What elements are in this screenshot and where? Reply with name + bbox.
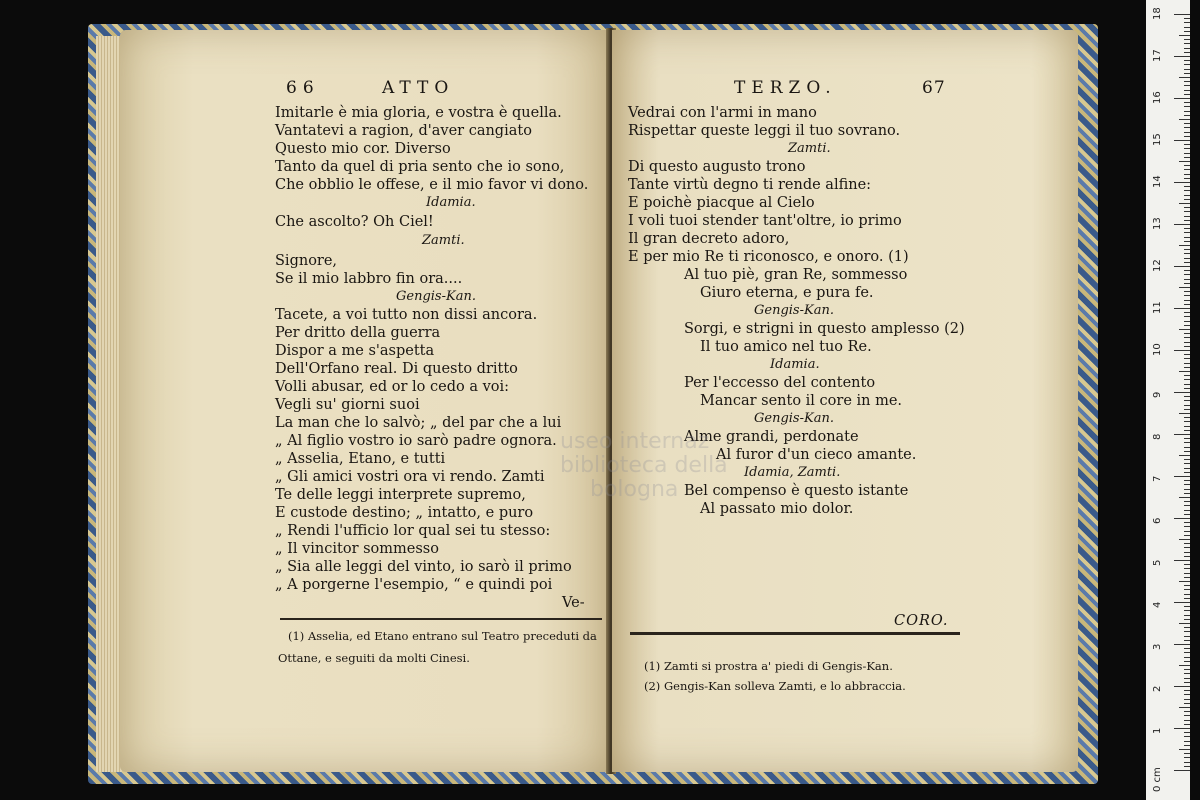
ruler-tick [1184, 577, 1190, 578]
ruler-number: 15 [1152, 133, 1163, 146]
ruler-tick [1184, 589, 1190, 590]
ruler-tick [1184, 409, 1190, 410]
text-line: Te delle leggi interprete supremo, [275, 487, 526, 503]
ruler-tick [1179, 707, 1190, 708]
text-line: Al tuo piè, gran Re, sommesso [684, 267, 908, 283]
ruler-tick [1174, 770, 1190, 771]
text-line: Mancar sento il core in me. [700, 393, 903, 409]
text-line: „ Il vincitor sommesso [275, 541, 439, 557]
ruler-tick [1184, 73, 1190, 74]
ruler-tick [1174, 602, 1190, 603]
ruler-tick [1184, 43, 1190, 44]
ruler-tick [1174, 308, 1190, 309]
ruler-tick [1184, 673, 1190, 674]
text-line: Giuro eterna, e pura fe. [700, 285, 874, 301]
ruler-tick [1184, 367, 1190, 368]
ruler-tick [1174, 686, 1190, 687]
ruler-tick [1184, 468, 1190, 469]
text-line: Che obblio le offese, e il mio favor vi dono. [275, 177, 589, 193]
footnote-rule [630, 632, 960, 635]
ruler-tick [1184, 262, 1190, 263]
ruler-number: 18 [1152, 7, 1163, 20]
text-line: „ Rendi l'ufficio lor qual sei tu stesso: [275, 523, 551, 539]
ruler-tick [1184, 405, 1190, 406]
ruler-tick [1184, 69, 1190, 70]
ruler-tick [1184, 60, 1190, 61]
right-page [612, 30, 1078, 772]
ruler-tick [1184, 342, 1190, 343]
ruler-tick [1184, 300, 1190, 301]
watermark-line: biblioteca della [560, 453, 728, 478]
ruler-number: 11 [1152, 301, 1163, 314]
text-line: Al passato mio dolor. [700, 501, 854, 517]
ruler-tick [1184, 232, 1190, 233]
ruler-tick [1184, 745, 1190, 746]
ruler-tick [1184, 757, 1190, 758]
left-page-number: 66 [286, 78, 320, 98]
ruler-tick [1184, 472, 1190, 473]
ruler-tick [1184, 291, 1190, 292]
ruler-tick [1184, 552, 1190, 553]
ruler-tick [1174, 140, 1190, 141]
ruler-tick [1179, 539, 1190, 540]
ruler-tick [1184, 522, 1190, 523]
speaker-label: Idamia. [426, 195, 476, 210]
ruler-unit: 0 cm [1152, 767, 1163, 792]
ruler-tick [1184, 724, 1190, 725]
left-page-header: ATTO [382, 78, 455, 98]
ruler-tick [1184, 102, 1190, 103]
ruler-tick [1179, 203, 1190, 204]
ruler-tick [1184, 253, 1190, 254]
text-line: „ Sia alle leggi del vinto, io sarò il primo [275, 559, 572, 575]
text-line: Vegli su' giorni suoi [275, 397, 420, 413]
ruler-tick [1184, 136, 1190, 137]
speaker-label: Idamia, Zamti. [744, 465, 841, 480]
text-line: Vantatevi a ragion, d'aver cangiato [275, 123, 532, 139]
ruler-tick [1184, 241, 1190, 242]
ruler-tick [1184, 279, 1190, 280]
ruler-tick [1184, 766, 1190, 767]
text-line: Volli abusar, ed or lo cedo a voi: [275, 379, 510, 395]
speaker-label: Gengis-Kan. [754, 303, 834, 318]
ruler-tick [1184, 186, 1190, 187]
ruler-tick [1184, 148, 1190, 149]
page-edges [96, 36, 122, 772]
ruler-tick [1184, 547, 1190, 548]
ruler-number: 7 [1152, 475, 1163, 482]
ruler-tick [1184, 442, 1190, 443]
speaker-label: Gengis-Kan. [754, 411, 834, 426]
text-line: Se il mio labbro fin ora.... [275, 271, 463, 287]
ruler-tick [1184, 283, 1190, 284]
text-line: Tacete, a voi tutto non dissi ancora. [275, 307, 538, 323]
ruler-tick [1184, 606, 1190, 607]
text-line: Sorgi, e strigni in questo amplesso (2) [684, 321, 965, 337]
ruler-tick [1184, 358, 1190, 359]
text-line: E per mio Re ti riconosco, e onoro. (1) [628, 249, 909, 265]
ruler-tick [1184, 526, 1190, 527]
ruler-tick [1184, 85, 1190, 86]
text-line: Il gran decreto adoro, [628, 231, 790, 247]
ruler-tick [1184, 207, 1190, 208]
ruler-tick [1174, 560, 1190, 561]
ruler-tick [1184, 115, 1190, 116]
ruler-tick [1184, 400, 1190, 401]
text-line: Per l'eccesso del contento [684, 375, 876, 391]
ruler-tick [1184, 258, 1190, 259]
ruler-tick [1184, 18, 1190, 19]
ruler-tick [1184, 480, 1190, 481]
ruler-tick [1184, 396, 1190, 397]
text-line: Vedrai con l'armi in mano [628, 105, 817, 121]
watermark-line: bologna [590, 477, 679, 502]
text-line: „ Asselia, Etano, e tutti [275, 451, 446, 467]
ruler-tick [1184, 543, 1190, 544]
ruler-tick [1184, 694, 1190, 695]
ruler-tick [1184, 699, 1190, 700]
ruler-tick [1179, 749, 1190, 750]
catchword: CORO. [894, 613, 949, 629]
catchword: Ve- [562, 595, 585, 611]
ruler-tick [1184, 514, 1190, 515]
ruler-tick [1179, 581, 1190, 582]
ruler-tick [1184, 657, 1190, 658]
ruler-tick [1179, 371, 1190, 372]
ruler-tick [1184, 463, 1190, 464]
ruler-tick [1184, 153, 1190, 154]
ruler-tick [1184, 493, 1190, 494]
text-line: Dispor a me s'aspetta [275, 343, 435, 359]
ruler-tick [1179, 287, 1190, 288]
watermark-line: useo internaz [560, 429, 710, 454]
ruler-tick [1184, 52, 1190, 53]
ruler-tick [1179, 119, 1190, 120]
ruler-tick [1174, 476, 1190, 477]
ruler-tick [1179, 413, 1190, 414]
text-line: Di questo augusto trono [628, 159, 806, 175]
text-line: Alme grandi, perdonate [684, 429, 859, 445]
text-line: Rispettar queste leggi il tuo sovrano. [628, 123, 901, 139]
ruler-tick [1174, 350, 1190, 351]
ruler-tick [1184, 237, 1190, 238]
ruler-tick [1184, 690, 1190, 691]
ruler-tick [1174, 728, 1190, 729]
ruler-tick [1184, 388, 1190, 389]
ruler-tick [1184, 426, 1190, 427]
text-line: Che ascolto? Oh Ciel! [275, 214, 434, 230]
ruler-tick [1184, 640, 1190, 641]
ruler-tick [1184, 337, 1190, 338]
ruler-tick [1184, 619, 1190, 620]
ruler-tick [1184, 90, 1190, 91]
ruler-tick [1174, 434, 1190, 435]
ruler-tick [1184, 106, 1190, 107]
right-page-header: TERZO. [734, 78, 837, 98]
text-line: Bel compenso è questo istante [684, 483, 909, 499]
text-line: Questo mio cor. Diverso [275, 141, 451, 157]
ruler-tick [1184, 762, 1190, 763]
ruler-tick [1174, 56, 1190, 57]
ruler-tick [1184, 447, 1190, 448]
ruler-tick [1174, 182, 1190, 183]
watermark [560, 430, 728, 502]
ruler-tick [1174, 98, 1190, 99]
ruler-number: 1 [1152, 727, 1163, 734]
text-line: Al furor d'un cieco amante. [716, 447, 917, 463]
ruler-tick [1184, 195, 1190, 196]
ruler-tick [1184, 123, 1190, 124]
text-line: „ A porgerne l'esempio, “ e quindi poi [275, 577, 553, 593]
ruler-tick [1184, 610, 1190, 611]
ruler-tick [1174, 644, 1190, 645]
ruler-tick [1184, 363, 1190, 364]
footnote-rule [280, 618, 602, 620]
ruler-number: 2 [1152, 685, 1163, 692]
ruler-tick [1184, 531, 1190, 532]
ruler-tick [1184, 199, 1190, 200]
ruler-tick [1179, 623, 1190, 624]
text-line: Per dritto della guerra [275, 325, 441, 341]
ruler-tick [1184, 585, 1190, 586]
ruler-number: 9 [1152, 391, 1163, 398]
ruler-tick [1174, 224, 1190, 225]
ruler-tick [1179, 161, 1190, 162]
ruler-tick [1184, 144, 1190, 145]
ruler-tick [1174, 518, 1190, 519]
footnote: (1) Asselia, ed Etano entrano sul Teatro preceduti da [288, 629, 597, 643]
ruler-tick [1184, 648, 1190, 649]
ruler-tick [1184, 31, 1190, 32]
ruler-tick [1184, 732, 1190, 733]
ruler-tick [1184, 505, 1190, 506]
ruler-tick [1184, 249, 1190, 250]
ruler-number: 16 [1152, 91, 1163, 104]
ruler-tick [1184, 682, 1190, 683]
speaker-label: Gengis-Kan. [396, 289, 476, 304]
ruler-tick [1184, 501, 1190, 502]
text-line: Signore, [275, 253, 338, 269]
text-line: Imitarle è mia gloria, e vostra è quella. [275, 105, 562, 121]
ruler-tick [1184, 594, 1190, 595]
footnote: (2) Gengis-Kan solleva Zamti, e lo abbraccia. [644, 679, 906, 693]
footnote: (1) Zamti si prostra a' piedi di Gengis-Kan. [644, 659, 893, 673]
footnote: Ottane, e seguiti da molti Cinesi. [278, 651, 470, 665]
ruler-tick [1184, 459, 1190, 460]
ruler-tick [1174, 266, 1190, 267]
ruler-tick [1179, 77, 1190, 78]
ruler-tick [1184, 316, 1190, 317]
measurement-ruler [1146, 0, 1190, 800]
text-line: La man che lo salvò; „ del par che a lui [275, 415, 562, 431]
ruler-tick [1184, 304, 1190, 305]
ruler-tick [1184, 669, 1190, 670]
text-line: „ Al figlio vostro io sarò padre ognora. [275, 433, 557, 449]
ruler-tick [1184, 321, 1190, 322]
ruler-number: 10 [1152, 343, 1163, 356]
ruler-tick [1184, 174, 1190, 175]
ruler-tick [1184, 270, 1190, 271]
ruler-tick [1184, 573, 1190, 574]
ruler-tick [1184, 736, 1190, 737]
ruler-tick [1179, 497, 1190, 498]
ruler-tick [1179, 455, 1190, 456]
speaker-label: Idamia. [770, 357, 820, 372]
ruler-tick [1184, 510, 1190, 511]
ruler-tick [1184, 39, 1190, 40]
ruler-tick [1184, 615, 1190, 616]
ruler-tick [1184, 636, 1190, 637]
text-line: Dell'Orfano real. Di questo dritto [275, 361, 518, 377]
ruler-tick [1184, 564, 1190, 565]
ruler-tick [1184, 354, 1190, 355]
ruler-tick [1184, 312, 1190, 313]
ruler-tick [1184, 535, 1190, 536]
text-line: Il tuo amico nel tuo Re. [700, 339, 872, 355]
text-line: E poichè piacque al Cielo [628, 195, 815, 211]
ruler-tick [1184, 753, 1190, 754]
text-line: Tante virtù degno ti rende alfine: [628, 177, 872, 193]
ruler-tick [1184, 157, 1190, 158]
ruler-tick [1184, 216, 1190, 217]
ruler-tick [1184, 127, 1190, 128]
ruler-tick [1184, 165, 1190, 166]
ruler-tick [1184, 132, 1190, 133]
ruler-tick [1184, 81, 1190, 82]
ruler-tick [1184, 631, 1190, 632]
ruler-tick [1184, 451, 1190, 452]
ruler-tick [1184, 48, 1190, 49]
ruler-number: 4 [1152, 601, 1163, 608]
ruler-tick [1184, 430, 1190, 431]
ruler-tick [1179, 35, 1190, 36]
ruler-tick [1184, 489, 1190, 490]
ruler-tick [1184, 417, 1190, 418]
ruler-tick [1184, 711, 1190, 712]
ruler-tick [1184, 556, 1190, 557]
ruler-tick [1184, 379, 1190, 380]
ruler-tick [1184, 715, 1190, 716]
ruler-number: 5 [1152, 559, 1163, 566]
ruler-tick [1184, 220, 1190, 221]
ruler-tick [1184, 22, 1190, 23]
ruler-tick [1179, 245, 1190, 246]
ruler-tick [1184, 111, 1190, 112]
ruler-number: 13 [1152, 217, 1163, 230]
ruler-tick [1184, 190, 1190, 191]
text-line: „ Gli amici vostri ora vi rendo. Zamti [275, 469, 545, 485]
ruler-tick [1184, 421, 1190, 422]
ruler-tick [1184, 64, 1190, 65]
ruler-tick [1184, 598, 1190, 599]
ruler-tick [1179, 329, 1190, 330]
ruler-tick [1184, 27, 1190, 28]
ruler-tick [1184, 678, 1190, 679]
ruler-tick [1184, 228, 1190, 229]
ruler-tick [1184, 274, 1190, 275]
ruler-tick [1184, 703, 1190, 704]
ruler-tick [1184, 169, 1190, 170]
ruler-tick [1184, 652, 1190, 653]
speaker-label: Zamti. [422, 233, 465, 248]
ruler-number: 6 [1152, 517, 1163, 524]
right-page-number: 67 [922, 78, 946, 98]
ruler-tick [1174, 14, 1190, 15]
text-line: Tanto da quel di pria sento che io sono, [275, 159, 565, 175]
ruler-tick [1184, 484, 1190, 485]
text-line: I voli tuoi stender tant'oltre, io primo [628, 213, 902, 229]
ruler-tick [1179, 665, 1190, 666]
ruler-number: 12 [1152, 259, 1163, 272]
ruler-tick [1184, 178, 1190, 179]
ruler-tick [1184, 568, 1190, 569]
ruler-tick [1184, 346, 1190, 347]
ruler-tick [1184, 325, 1190, 326]
ruler-number: 17 [1152, 49, 1163, 62]
ruler-tick [1184, 295, 1190, 296]
ruler-tick [1184, 211, 1190, 212]
ruler-number: 14 [1152, 175, 1163, 188]
ruler-tick [1184, 720, 1190, 721]
left-page [120, 30, 610, 772]
ruler-tick [1184, 384, 1190, 385]
ruler-number: 3 [1152, 643, 1163, 650]
ruler-number: 8 [1152, 433, 1163, 440]
speaker-label: Zamti. [788, 141, 831, 156]
ruler-tick [1184, 741, 1190, 742]
ruler-tick [1184, 333, 1190, 334]
ruler-tick [1184, 627, 1190, 628]
ruler-tick [1184, 375, 1190, 376]
ruler-tick [1184, 661, 1190, 662]
ruler-tick [1184, 438, 1190, 439]
text-line: E custode destino; „ intatto, e puro [275, 505, 534, 521]
ruler-tick [1174, 392, 1190, 393]
ruler-tick [1184, 94, 1190, 95]
